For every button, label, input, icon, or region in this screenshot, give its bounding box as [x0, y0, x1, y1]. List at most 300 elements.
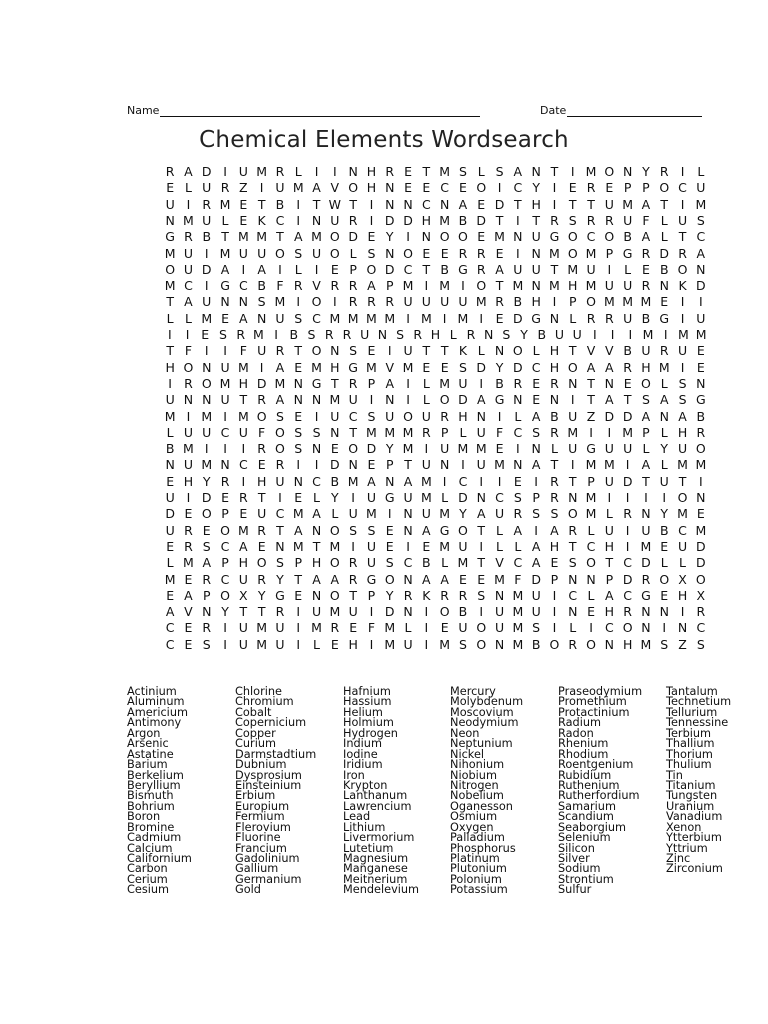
grid-letter[interactable]: I [570, 457, 575, 473]
grid-letter[interactable]: E [458, 180, 467, 196]
grid-letter[interactable]: M [457, 310, 469, 326]
grid-letter[interactable]: U [568, 408, 578, 424]
grid-letter[interactable]: H [677, 587, 688, 603]
grid-letter[interactable]: O [165, 261, 176, 277]
grid-letter[interactable]: N [549, 392, 560, 408]
grid-letter[interactable]: S [678, 375, 687, 391]
grid-letter[interactable]: D [348, 229, 358, 245]
grid-letter[interactable]: M [164, 278, 176, 294]
grid-letter[interactable]: I [589, 424, 593, 440]
grid-letter[interactable]: V [330, 180, 340, 196]
grid-letter[interactable]: O [366, 261, 377, 277]
grid-letter[interactable]: R [348, 555, 358, 571]
grid-letter[interactable]: C [513, 555, 523, 571]
grid-letter[interactable]: O [256, 408, 267, 424]
grid-letter[interactable]: M [512, 636, 524, 652]
grid-letter[interactable]: O [439, 229, 450, 245]
grid-letter[interactable]: R [623, 359, 632, 375]
grid-letter[interactable]: C [165, 620, 175, 636]
grid-letter[interactable]: S [349, 522, 358, 538]
grid-letter[interactable]: I [186, 196, 191, 212]
grid-letter[interactable]: M [201, 457, 213, 473]
grid-letter[interactable]: S [367, 408, 376, 424]
grid-letter[interactable]: U [421, 408, 431, 424]
grid-letter[interactable]: R [184, 229, 193, 245]
grid-letter[interactable]: U [659, 473, 669, 489]
grid-letter[interactable]: M [402, 441, 414, 457]
grid-letter[interactable]: L [184, 180, 192, 196]
grid-letter[interactable]: G [311, 375, 322, 391]
grid-letter[interactable]: U [202, 424, 212, 440]
grid-letter[interactable]: P [221, 506, 229, 522]
grid-letter[interactable]: T [312, 196, 321, 212]
grid-letter[interactable]: P [221, 555, 229, 571]
grid-letter[interactable]: U [476, 424, 486, 440]
grid-letter[interactable]: O [567, 506, 578, 522]
grid-letter[interactable]: U [513, 261, 523, 277]
grid-letter[interactable]: M [439, 375, 451, 391]
grid-letter[interactable]: B [257, 278, 266, 294]
grid-letter[interactable]: A [550, 522, 559, 538]
grid-letter[interactable]: N [641, 506, 651, 522]
grid-letter[interactable]: R [257, 392, 266, 408]
grid-letter[interactable]: O [476, 620, 487, 636]
grid-letter[interactable]: P [349, 261, 357, 277]
grid-letter[interactable]: D [384, 261, 395, 277]
grid-letter[interactable]: L [184, 310, 192, 326]
grid-letter[interactable]: U [696, 310, 706, 326]
grid-letter[interactable]: M [402, 424, 414, 440]
grid-letter[interactable]: R [641, 245, 651, 261]
grid-letter[interactable]: N [165, 457, 175, 473]
grid-letter[interactable]: R [586, 180, 596, 196]
grid-letter[interactable]: M [256, 636, 268, 652]
grid-letter[interactable]: M [253, 327, 264, 342]
grid-letter[interactable]: S [568, 555, 577, 571]
grid-letter[interactable]: M [384, 620, 396, 636]
grid-letter[interactable]: U [476, 457, 486, 473]
grid-letter[interactable]: I [296, 196, 301, 212]
grid-letter[interactable]: A [422, 522, 431, 538]
grid-letter[interactable]: O [567, 359, 578, 375]
grid-letter[interactable]: A [605, 359, 614, 375]
grid-letter[interactable]: G [458, 261, 468, 277]
grid-letter[interactable]: B [659, 261, 669, 277]
grid-letter[interactable]: L [569, 620, 577, 636]
grid-letter[interactable]: S [660, 636, 669, 652]
grid-letter[interactable]: R [440, 408, 449, 424]
grid-letter[interactable]: T [239, 392, 248, 408]
grid-letter[interactable]: M [183, 441, 194, 457]
grid-letter[interactable]: M [622, 294, 634, 310]
grid-letter[interactable]: I [515, 212, 520, 228]
grid-letter[interactable]: T [587, 375, 595, 391]
grid-letter[interactable]: A [239, 310, 248, 326]
grid-letter[interactable]: B [202, 229, 212, 245]
grid-letter[interactable]: C [604, 620, 614, 636]
grid-letter[interactable]: O [183, 359, 194, 375]
grid-letter[interactable]: M [585, 506, 597, 522]
grid-letter[interactable]: M [420, 473, 432, 489]
grid-letter[interactable]: B [513, 294, 523, 310]
grid-letter[interactable]: M [640, 294, 652, 310]
grid-letter[interactable]: M [384, 636, 396, 652]
grid-letter[interactable]: N [330, 424, 340, 440]
grid-letter[interactable]: C [275, 212, 285, 228]
grid-letter[interactable]: T [532, 212, 540, 228]
grid-letter[interactable]: G [659, 310, 670, 326]
grid-letter[interactable]: I [479, 473, 484, 489]
grid-letter[interactable]: U [165, 196, 175, 212]
grid-letter[interactable]: E [239, 196, 248, 212]
grid-letter[interactable]: M [494, 229, 505, 245]
grid-letter[interactable]: O [476, 636, 487, 652]
grid-letter[interactable]: M [237, 359, 249, 375]
grid-letter[interactable]: N [531, 441, 541, 457]
grid-letter[interactable]: P [605, 245, 614, 261]
grid-letter[interactable]: E [422, 245, 431, 261]
grid-letter[interactable]: N [568, 490, 578, 505]
grid-letter[interactable]: R [586, 212, 596, 228]
grid-letter[interactable]: C [678, 522, 687, 538]
grid-letter[interactable]: M [219, 375, 231, 391]
grid-letter[interactable]: E [166, 538, 175, 554]
grid-letter[interactable]: U [641, 522, 651, 538]
grid-letter[interactable]: B [275, 196, 285, 212]
grid-letter[interactable]: B [289, 327, 299, 342]
grid-letter[interactable]: U [604, 441, 614, 457]
grid-letter[interactable]: M [640, 538, 652, 554]
grid-letter[interactable]: M [292, 506, 304, 522]
grid-letter[interactable]: T [331, 375, 339, 391]
grid-letter[interactable]: E [385, 522, 394, 538]
grid-letter[interactable]: B [641, 310, 651, 326]
grid-letter[interactable]: I [698, 473, 703, 489]
grid-letter[interactable]: N [494, 587, 505, 603]
grid-letter[interactable]: U [568, 441, 578, 457]
grid-letter[interactable]: G [275, 587, 285, 603]
grid-letter[interactable]: I [680, 294, 685, 310]
grid-letter[interactable]: O [549, 636, 560, 652]
grid-letter[interactable]: V [495, 555, 504, 571]
grid-letter[interactable]: Y [331, 490, 339, 505]
grid-letter[interactable]: C [184, 278, 193, 294]
grid-letter[interactable]: H [238, 555, 249, 571]
grid-letter[interactable]: I [610, 327, 615, 342]
grid-letter[interactable]: O [439, 604, 450, 620]
grid-letter[interactable]: C [403, 555, 413, 571]
grid-letter[interactable]: U [257, 343, 267, 359]
grid-letter[interactable]: A [257, 261, 266, 277]
grid-letter[interactable]: U [403, 636, 413, 652]
grid-letter[interactable]: E [696, 359, 705, 375]
grid-letter[interactable]: N [696, 375, 706, 391]
grid-letter[interactable]: U [275, 310, 285, 326]
grid-letter[interactable]: M [512, 604, 524, 620]
grid-letter[interactable]: R [421, 424, 431, 440]
grid-letter[interactable]: S [275, 555, 284, 571]
grid-letter[interactable]: E [294, 587, 303, 603]
grid-letter[interactable]: M [256, 164, 268, 179]
grid-letter[interactable]: N [165, 212, 175, 228]
grid-letter[interactable]: S [307, 327, 316, 342]
grid-letter[interactable]: I [296, 604, 301, 620]
grid-letter[interactable]: T [660, 196, 669, 212]
grid-letter[interactable]: N [348, 164, 358, 179]
grid-letter[interactable]: S [367, 522, 376, 538]
grid-letter[interactable]: Y [660, 441, 669, 457]
grid-letter[interactable]: B [458, 212, 468, 228]
grid-letter[interactable]: C [348, 408, 358, 424]
grid-letter[interactable]: F [258, 424, 266, 440]
grid-letter[interactable]: L [679, 555, 687, 571]
grid-letter[interactable]: N [311, 392, 322, 408]
grid-letter[interactable]: U [696, 180, 706, 196]
grid-letter[interactable]: I [662, 620, 667, 636]
grid-letter[interactable]: B [165, 441, 175, 457]
grid-letter[interactable]: I [662, 490, 667, 505]
grid-letter[interactable]: U [165, 392, 175, 408]
grid-letter[interactable]: I [461, 278, 465, 294]
grid-letter[interactable]: L [422, 375, 430, 391]
grid-letter[interactable]: M [402, 359, 414, 375]
grid-letter[interactable]: R [275, 457, 285, 473]
grid-letter[interactable]: D [659, 245, 670, 261]
grid-letter[interactable]: M [567, 261, 579, 277]
grid-letter[interactable]: E [202, 522, 211, 538]
grid-letter[interactable]: M [366, 506, 377, 522]
grid-letter[interactable]: Y [202, 473, 211, 489]
grid-letter[interactable]: M [642, 327, 654, 342]
grid-letter[interactable]: N [513, 392, 523, 408]
grid-letter[interactable]: I [625, 457, 630, 473]
grid-letter[interactable]: D [604, 408, 615, 424]
grid-letter[interactable]: D [531, 571, 541, 587]
grid-letter[interactable]: D [458, 392, 468, 408]
grid-letter[interactable]: E [696, 506, 705, 522]
grid-letter[interactable]: U [403, 490, 413, 505]
grid-letter[interactable]: F [642, 212, 650, 228]
grid-letter[interactable]: L [294, 261, 302, 277]
grid-letter[interactable]: T [477, 522, 486, 538]
grid-letter[interactable]: I [663, 327, 668, 342]
grid-letter[interactable]: I [552, 180, 557, 196]
grid-letter[interactable]: M [512, 587, 524, 603]
grid-letter[interactable]: R [257, 441, 266, 457]
grid-letter[interactable]: I [332, 164, 337, 179]
grid-letter[interactable]: H [641, 359, 651, 375]
grid-letter[interactable]: U [677, 343, 688, 359]
grid-letter[interactable]: R [550, 424, 559, 440]
grid-letter[interactable]: U [458, 294, 468, 310]
grid-letter[interactable]: E [184, 620, 193, 636]
grid-letter[interactable]: N [275, 538, 285, 554]
grid-letter[interactable]: L [550, 441, 558, 457]
grid-letter[interactable]: I [589, 620, 593, 636]
grid-letter[interactable]: A [312, 571, 321, 587]
grid-letter[interactable]: L [660, 212, 668, 228]
grid-letter[interactable]: P [532, 490, 540, 505]
grid-letter[interactable]: E [294, 408, 303, 424]
grid-letter[interactable]: N [659, 604, 669, 620]
grid-letter[interactable]: M [585, 164, 597, 179]
grid-letter[interactable]: I [223, 408, 227, 424]
grid-letter[interactable]: S [532, 424, 541, 440]
grid-letter[interactable]: I [424, 278, 429, 294]
grid-letter[interactable]: L [313, 636, 321, 652]
grid-letter[interactable]: M [311, 229, 322, 245]
grid-letter[interactable]: U [238, 424, 248, 440]
grid-letter[interactable]: O [201, 375, 212, 391]
grid-letter[interactable]: N [311, 587, 322, 603]
grid-letter[interactable]: N [659, 278, 669, 294]
grid-letter[interactable]: R [440, 587, 449, 603]
grid-letter[interactable]: E [440, 359, 449, 375]
grid-letter[interactable]: H [348, 636, 358, 652]
grid-letter[interactable]: O [275, 424, 285, 440]
grid-letter[interactable]: A [440, 571, 449, 587]
grid-letter[interactable]: I [625, 490, 630, 505]
grid-letter[interactable]: N [531, 278, 541, 294]
grid-letter[interactable]: I [296, 636, 301, 652]
grid-letter[interactable]: U [202, 212, 212, 228]
grid-letter[interactable]: S [513, 490, 522, 505]
grid-letter[interactable]: I [223, 164, 227, 179]
grid-letter[interactable]: R [275, 164, 285, 179]
grid-letter[interactable]: Z [586, 408, 596, 424]
grid-letter[interactable]: U [183, 261, 194, 277]
grid-letter[interactable]: S [257, 294, 266, 310]
grid-letter[interactable]: M [311, 620, 322, 636]
grid-letter[interactable]: S [495, 164, 504, 179]
grid-letter[interactable]: L [514, 408, 522, 424]
grid-letter[interactable]: O [384, 571, 395, 587]
grid-letter[interactable]: U [623, 310, 633, 326]
grid-letter[interactable]: I [515, 245, 520, 261]
grid-letter[interactable]: N [641, 604, 651, 620]
grid-letter[interactable]: T [166, 294, 174, 310]
grid-letter[interactable]: T [495, 212, 504, 228]
grid-letter[interactable]: E [385, 538, 394, 554]
grid-letter[interactable]: L [221, 212, 229, 228]
grid-letter[interactable]: M [292, 538, 304, 554]
grid-letter[interactable]: T [568, 196, 577, 212]
grid-letter[interactable]: U [623, 212, 633, 228]
grid-letter[interactable]: H [238, 375, 249, 391]
grid-letter[interactable]: M [274, 375, 286, 391]
grid-letter[interactable]: N [659, 408, 669, 424]
grid-letter[interactable]: I [387, 343, 392, 359]
grid-letter[interactable]: R [348, 571, 358, 587]
grid-letter[interactable]: A [696, 245, 706, 261]
grid-letter[interactable]: U [677, 212, 688, 228]
grid-letter[interactable]: M [439, 212, 451, 228]
grid-letter[interactable]: I [424, 604, 429, 620]
grid-letter[interactable]: P [385, 278, 394, 294]
grid-letter[interactable]: N [311, 212, 322, 228]
grid-letter[interactable]: M [567, 424, 579, 440]
grid-letter[interactable]: E [660, 294, 669, 310]
grid-letter[interactable]: R [495, 294, 504, 310]
grid-letter[interactable]: E [404, 164, 412, 179]
grid-letter[interactable]: C [586, 538, 596, 554]
grid-letter[interactable]: E [404, 180, 412, 196]
grid-letter[interactable]: A [367, 473, 376, 489]
grid-letter[interactable]: D [476, 359, 487, 375]
grid-letter[interactable]: I [223, 636, 227, 652]
grid-letter[interactable]: A [184, 164, 193, 179]
grid-letter[interactable]: I [369, 392, 374, 408]
grid-letter[interactable]: H [531, 196, 541, 212]
grid-letter[interactable]: K [458, 343, 468, 359]
grid-letter[interactable]: U [238, 636, 248, 652]
grid-letter[interactable]: R [202, 620, 212, 636]
grid-letter[interactable]: O [659, 571, 670, 587]
grid-letter[interactable]: U [421, 506, 431, 522]
grid-letter[interactable]: I [534, 522, 538, 538]
grid-letter[interactable]: U [403, 294, 413, 310]
grid-letter[interactable]: R [367, 294, 376, 310]
grid-letter[interactable]: P [550, 571, 559, 587]
grid-letter[interactable]: C [440, 180, 450, 196]
grid-letter[interactable]: A [476, 392, 486, 408]
grid-letter[interactable]: H [366, 180, 377, 196]
grid-letter[interactable]: U [348, 604, 358, 620]
grid-letter[interactable]: P [367, 587, 376, 603]
grid-letter[interactable]: T [166, 343, 174, 359]
grid-letter[interactable]: N [622, 164, 633, 179]
grid-letter[interactable]: L [349, 245, 357, 261]
grid-letter[interactable]: E [330, 636, 339, 652]
grid-letter[interactable]: E [641, 261, 650, 277]
grid-letter[interactable]: I [296, 457, 301, 473]
grid-letter[interactable]: N [476, 490, 486, 505]
grid-letter[interactable]: N [220, 294, 230, 310]
grid-letter[interactable]: L [313, 490, 321, 505]
grid-letter[interactable]: P [568, 294, 577, 310]
grid-letter[interactable]: C [495, 490, 504, 505]
grid-letter[interactable]: O [458, 229, 468, 245]
grid-letter[interactable]: T [312, 538, 321, 554]
grid-letter[interactable]: E [568, 180, 577, 196]
grid-letter[interactable]: I [387, 506, 392, 522]
grid-letter[interactable]: G [366, 571, 377, 587]
grid-letter[interactable]: W [328, 196, 342, 212]
grid-letter[interactable]: I [607, 261, 612, 277]
grid-letter[interactable]: I [204, 245, 209, 261]
grid-letter[interactable]: H [549, 343, 560, 359]
grid-letter[interactable]: I [204, 278, 209, 294]
grid-letter[interactable]: E [495, 441, 504, 457]
grid-letter[interactable]: E [166, 180, 175, 196]
grid-letter[interactable]: M [219, 196, 231, 212]
grid-letter[interactable]: L [331, 506, 339, 522]
grid-letter[interactable]: A [513, 164, 523, 179]
grid-letter[interactable]: U [220, 359, 230, 375]
grid-letter[interactable]: N [421, 229, 432, 245]
grid-letter[interactable]: L [660, 375, 668, 391]
grid-letter[interactable]: I [241, 261, 246, 277]
grid-letter[interactable]: A [293, 229, 303, 245]
grid-letter[interactable]: E [257, 538, 266, 554]
grid-letter[interactable]: U [494, 604, 505, 620]
grid-letter[interactable]: R [385, 294, 395, 310]
grid-letter[interactable]: U [183, 457, 194, 473]
grid-letter[interactable]: U [165, 490, 175, 505]
grid-letter[interactable]: I [644, 490, 648, 505]
grid-letter[interactable]: R [568, 636, 578, 652]
grid-letter[interactable]: D [696, 538, 706, 554]
